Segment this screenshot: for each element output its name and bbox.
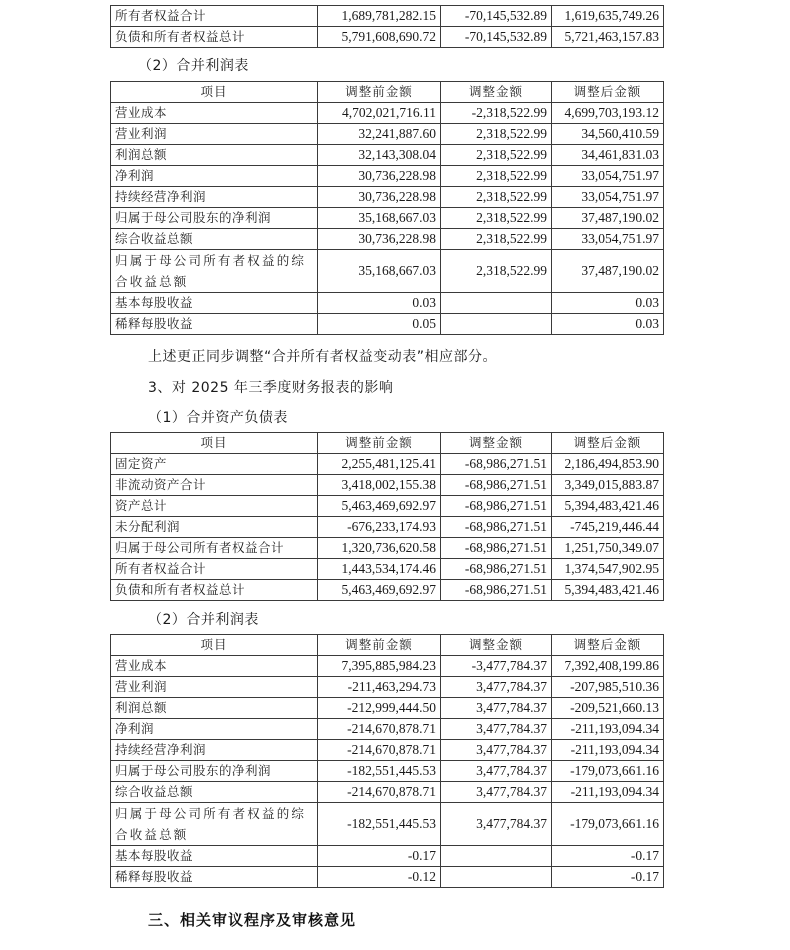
income-statement-table (110, 81, 664, 335)
row-item: 净利润 (111, 166, 318, 187)
table-row (111, 538, 664, 559)
table-row (111, 782, 664, 803)
table-row (111, 103, 664, 124)
table-row (111, 698, 664, 719)
table-row (111, 803, 664, 846)
column-header-adjust: 调整金额 (441, 635, 552, 656)
row-after: 33,054,751.97 (552, 187, 664, 208)
row-item: 资产总计 (111, 496, 318, 517)
table-row (111, 719, 664, 740)
row-adjust: 3,477,784.37 (441, 677, 552, 698)
row-item: 净利润 (111, 719, 318, 740)
table-header-row (111, 82, 664, 103)
row-adjust: -2,318,522.99 (441, 103, 552, 124)
table-row (111, 6, 664, 27)
table-row (111, 124, 664, 145)
row-after: 5,394,483,421.46 (552, 580, 664, 601)
row-adjust: -68,986,271.51 (441, 580, 552, 601)
row-after: 2,186,494,853.90 (552, 454, 664, 475)
row-adjust: 2,318,522.99 (441, 208, 552, 229)
table-row (111, 475, 664, 496)
row-after: -211,193,094.34 (552, 740, 664, 761)
table-row (111, 677, 664, 698)
row-adjust: -68,986,271.51 (441, 538, 552, 559)
row-adjust: -68,986,271.51 (441, 454, 552, 475)
q3-balance-sheet-table (110, 432, 664, 601)
row-before: 30,736,228.98 (318, 229, 441, 250)
row-adjust: 3,477,784.37 (441, 719, 552, 740)
row-item: 归属于母公司所有者权益合计 (111, 538, 318, 559)
row-after: 1,374,547,902.95 (552, 559, 664, 580)
row-item: 基本每股收益 (111, 846, 318, 867)
row-item: 稀释每股收益 (111, 314, 318, 335)
row-adjust: 3,477,784.37 (441, 761, 552, 782)
row-before: -676,233,174.93 (318, 517, 441, 538)
row-after: 4,699,703,193.12 (552, 103, 664, 124)
row-after: 33,054,751.97 (552, 166, 664, 187)
row-before: -212,999,444.50 (318, 698, 441, 719)
table-header-row (111, 635, 664, 656)
column-header-after: 调整后金额 (552, 433, 664, 454)
column-header-item: 项目 (111, 433, 318, 454)
column-header-item: 项目 (111, 635, 318, 656)
row-adjust: 3,477,784.37 (441, 698, 552, 719)
row-after: -0.17 (552, 867, 664, 888)
row-after: -745,219,446.44 (552, 517, 664, 538)
row-adjust (441, 314, 552, 335)
row-item: 负债和所有者权益总计 (111, 27, 318, 48)
column-header-before: 调整前金额 (318, 433, 441, 454)
balance-sheet-table-continued (110, 5, 664, 48)
row-adjust (441, 293, 552, 314)
table-row (111, 208, 664, 229)
table-header-row (111, 433, 664, 454)
row-adjust: -68,986,271.51 (441, 559, 552, 580)
section-2-title: （2）合并利润表 (138, 58, 249, 74)
row-adjust (441, 867, 552, 888)
table-row (111, 517, 664, 538)
table-row (111, 314, 664, 335)
row-before: 5,791,608,690.72 (318, 27, 441, 48)
table-row (111, 454, 664, 475)
section-3-title: 3、对 2025 年三季度财务报表的影响 (148, 380, 394, 396)
q3-income-statement-table (110, 634, 664, 888)
row-before: -214,670,878.71 (318, 719, 441, 740)
row-after: 34,560,410.59 (552, 124, 664, 145)
row-adjust: 3,477,784.37 (441, 803, 552, 846)
table-row (111, 27, 664, 48)
row-adjust: -68,986,271.51 (441, 517, 552, 538)
row-before: 30,736,228.98 (318, 166, 441, 187)
row-after: -211,193,094.34 (552, 782, 664, 803)
row-adjust: 2,318,522.99 (441, 166, 552, 187)
row-item: 持续经营净利润 (111, 740, 318, 761)
row-item: 综合收益总额 (111, 229, 318, 250)
table-row (111, 496, 664, 517)
row-before: 3,418,002,155.38 (318, 475, 441, 496)
table-row (111, 166, 664, 187)
table-row (111, 846, 664, 867)
row-after: -211,193,094.34 (552, 719, 664, 740)
table-row (111, 250, 664, 293)
row-item: 基本每股收益 (111, 293, 318, 314)
row-after: 1,251,750,349.07 (552, 538, 664, 559)
row-before: -214,670,878.71 (318, 782, 441, 803)
column-header-after: 调整后金额 (552, 635, 664, 656)
row-after: 0.03 (552, 314, 664, 335)
row-item: 营业成本 (111, 656, 318, 677)
table-row (111, 187, 664, 208)
row-before: 0.03 (318, 293, 441, 314)
row-before: 5,463,469,692.97 (318, 496, 441, 517)
column-header-item: 项目 (111, 82, 318, 103)
row-before: 4,702,021,716.11 (318, 103, 441, 124)
row-after: 5,394,483,421.46 (552, 496, 664, 517)
row-adjust: 2,318,522.99 (441, 187, 552, 208)
row-before: -182,551,445.53 (318, 761, 441, 782)
section-3-1-title: （1）合并资产负债表 (148, 410, 288, 426)
row-before: 0.05 (318, 314, 441, 335)
row-item: 归属于母公司所有者权益的综合收益总额 (111, 803, 318, 846)
row-item: 归属于母公司所有者权益的综合收益总额 (111, 250, 318, 293)
row-after: 5,721,463,157.83 (552, 27, 664, 48)
table-row (111, 559, 664, 580)
column-header-after: 调整后金额 (552, 82, 664, 103)
table-row (111, 580, 664, 601)
row-before: 1,320,736,620.58 (318, 538, 441, 559)
row-item: 利润总额 (111, 145, 318, 166)
table-row (111, 293, 664, 314)
row-adjust: 2,318,522.99 (441, 229, 552, 250)
column-header-adjust: 调整金额 (441, 433, 552, 454)
row-adjust: -68,986,271.51 (441, 475, 552, 496)
row-adjust: -70,145,532.89 (441, 27, 552, 48)
row-before: 5,463,469,692.97 (318, 580, 441, 601)
row-item: 所有者权益合计 (111, 559, 318, 580)
table-row (111, 761, 664, 782)
row-after: 3,349,015,883.87 (552, 475, 664, 496)
row-after: 7,392,408,199.86 (552, 656, 664, 677)
row-item: 营业利润 (111, 677, 318, 698)
row-adjust: 3,477,784.37 (441, 740, 552, 761)
table-row (111, 656, 664, 677)
table-row (111, 229, 664, 250)
table-row (111, 145, 664, 166)
row-item: 营业成本 (111, 103, 318, 124)
row-adjust: 2,318,522.99 (441, 250, 552, 293)
row-before: 35,168,667.03 (318, 208, 441, 229)
row-adjust: 3,477,784.37 (441, 782, 552, 803)
row-before: 32,241,887.60 (318, 124, 441, 145)
row-item: 利润总额 (111, 698, 318, 719)
row-item: 负债和所有者权益总计 (111, 580, 318, 601)
row-adjust (441, 846, 552, 867)
row-after: -179,073,661.16 (552, 803, 664, 846)
row-after: -179,073,661.16 (552, 761, 664, 782)
section-3-2-title: （2）合并利润表 (148, 612, 259, 628)
row-after: 33,054,751.97 (552, 229, 664, 250)
row-after: 37,487,190.02 (552, 208, 664, 229)
row-item: 归属于母公司股东的净利润 (111, 761, 318, 782)
row-before: 1,689,781,282.15 (318, 6, 441, 27)
row-before: -211,463,294.73 (318, 677, 441, 698)
row-after: -0.17 (552, 846, 664, 867)
table-row (111, 740, 664, 761)
row-item: 所有者权益合计 (111, 6, 318, 27)
row-adjust: 2,318,522.99 (441, 124, 552, 145)
row-item: 未分配利润 (111, 517, 318, 538)
row-before: 30,736,228.98 (318, 187, 441, 208)
column-header-adjust: 调整金额 (441, 82, 552, 103)
column-header-before: 调整前金额 (318, 635, 441, 656)
note-text: 上述更正同步调整“合并所有者权益变动表”相应部分。 (148, 349, 498, 365)
row-before: -182,551,445.53 (318, 803, 441, 846)
row-adjust: 2,318,522.99 (441, 145, 552, 166)
row-before: -0.17 (318, 846, 441, 867)
table-row (111, 867, 664, 888)
row-before: 32,143,308.04 (318, 145, 441, 166)
row-item: 稀释每股收益 (111, 867, 318, 888)
row-adjust: -68,986,271.51 (441, 496, 552, 517)
row-adjust: -3,477,784.37 (441, 656, 552, 677)
row-item: 持续经营净利润 (111, 187, 318, 208)
row-before: 35,168,667.03 (318, 250, 441, 293)
row-before: -214,670,878.71 (318, 740, 441, 761)
row-before: -0.12 (318, 867, 441, 888)
row-before: 2,255,481,125.41 (318, 454, 441, 475)
column-header-before: 调整前金额 (318, 82, 441, 103)
row-after: 34,461,831.03 (552, 145, 664, 166)
row-after: 0.03 (552, 293, 664, 314)
row-item: 综合收益总额 (111, 782, 318, 803)
row-item: 非流动资产合计 (111, 475, 318, 496)
row-adjust: -70,145,532.89 (441, 6, 552, 27)
section-heading-review-procedures: 三、相关审议程序及审核意见 (148, 911, 357, 929)
row-after: -207,985,510.36 (552, 677, 664, 698)
row-item: 固定资产 (111, 454, 318, 475)
row-after: 1,619,635,749.26 (552, 6, 664, 27)
row-after: -209,521,660.13 (552, 698, 664, 719)
row-item: 营业利润 (111, 124, 318, 145)
row-item: 归属于母公司股东的净利润 (111, 208, 318, 229)
row-after: 37,487,190.02 (552, 250, 664, 293)
row-before: 1,443,534,174.46 (318, 559, 441, 580)
row-before: 7,395,885,984.23 (318, 656, 441, 677)
